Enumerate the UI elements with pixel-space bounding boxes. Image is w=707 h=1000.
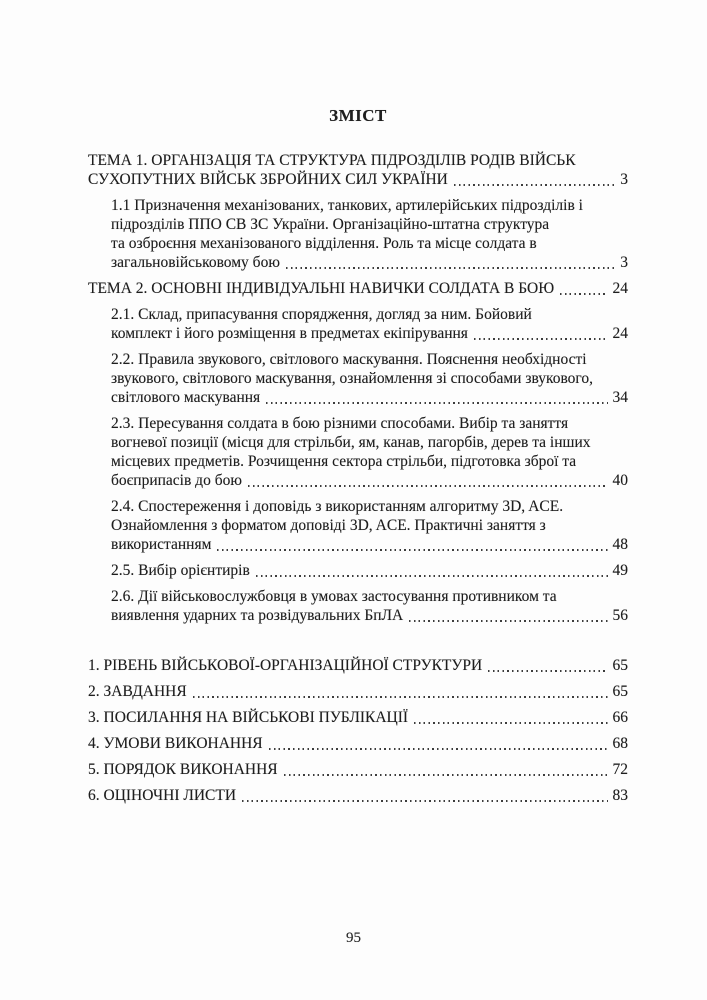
dotted-leader: [284, 774, 608, 776]
toc-entry-lastline: [88, 279, 628, 298]
dotted-leader: [409, 620, 607, 622]
toc-entry-lastline: [111, 535, 628, 554]
toc-entry-text: СУХОПУТНИХ ВІЙСЬК ЗБРОЙНИХ СИЛ УКРАЇНИ: [88, 171, 448, 188]
toc-entry-line: 2.3. Пересування солдата в бою різними способами. Вибір та заняття: [111, 415, 569, 432]
toc-entry-text: загальновійськовому бою: [111, 254, 280, 271]
toc-page-number: 83: [612, 787, 628, 804]
toc-page-number: 56: [612, 607, 628, 624]
dotted-leader: [266, 402, 607, 404]
dotted-leader: [217, 549, 607, 551]
toc-entry-line: звукового, світлового маскування, ознайомлення зі способами звукового,: [111, 370, 594, 387]
dotted-leader: [256, 575, 608, 577]
toc-entry-lastline: [88, 786, 628, 805]
toc-entry-lastline: [88, 682, 628, 701]
toc-page-number: 65: [612, 657, 628, 674]
toc-entry: [88, 350, 628, 407]
dotted-leader: [560, 293, 607, 295]
toc-entry: [88, 734, 628, 753]
dotted-leader: [242, 800, 607, 802]
toc-entry: [88, 682, 628, 701]
toc-entry-lastline: [88, 734, 628, 753]
toc-entry: [88, 279, 628, 298]
toc-entry-text: комплект і його розміщення в предметах екіпірування: [111, 325, 468, 342]
toc-entry-text: виявлення ударних та розвідувальних БпЛА: [111, 607, 404, 624]
dotted-leader: [248, 485, 608, 487]
toc-entry-line: Ознайомлення з форматом доповіді 3D, ACE. Практичні заняття з: [111, 517, 546, 534]
toc-entry-line: місцевих предметів. Розчищення сектора стрільби, підготовка зброї та: [111, 453, 577, 470]
toc-entry-line: та озброєння механізованого відділення. Роль та місце солдата в: [111, 235, 537, 252]
toc-entry-line: ТЕМА 1. ОРГАНІЗАЦІЯ ТА СТРУКТУРА ПІДРОЗДІЛІВ РОДІВ ВІЙСЬК: [88, 152, 576, 169]
toc-entry-lastline: [111, 388, 628, 407]
toc-entry-line: 1.1 Призначення механізованих, танкових, артилерійських підрозділів і: [111, 197, 583, 214]
dotted-leader: [488, 670, 607, 672]
page-title: ЗМІСТ: [329, 106, 387, 125]
toc-page-number: 66: [612, 709, 628, 726]
toc-page-number: 24: [612, 280, 628, 297]
toc-entry-line: вогневої позиції (місця для стрільби, ям, канав, пагорбів, дерев та інших: [111, 434, 591, 451]
toc-entry-text: світлового маскування: [111, 389, 261, 406]
toc-entry: [88, 414, 628, 490]
dotted-leader: [286, 267, 615, 269]
toc-entry-lastline: [111, 253, 628, 272]
toc-entry: [88, 760, 628, 779]
toc-entry: [88, 587, 628, 625]
dotted-leader: [193, 696, 608, 698]
toc-entry-line: підрозділів ППО СВ ЗС України. Організаційно-штатна структура: [111, 216, 550, 233]
toc-entry-text: 3. ПОСИЛАННЯ НА ВІЙСЬКОВІ ПУБЛІКАЦІЇ: [88, 709, 409, 726]
toc-entry-lastline: [111, 606, 628, 625]
toc-entry: [88, 196, 628, 272]
toc-entry-lastline: [111, 471, 628, 490]
toc-entry-text: ТЕМА 2. ОСНОВНІ ІНДИВІДУАЛЬНІ НАВИЧКИ СОЛДАТА В БОЮ: [88, 280, 555, 297]
toc-page-number: 3: [620, 171, 628, 188]
toc-entry-text: 2. ЗАВДАННЯ: [88, 683, 187, 700]
toc-entry: [88, 151, 628, 189]
dotted-leader: [454, 184, 615, 186]
toc-entry: [88, 708, 628, 727]
toc-entry: [88, 561, 628, 580]
toc-entry-line: 2.4. Спостереження і доповідь з використанням алгоритму 3D, ACE.: [111, 498, 564, 515]
toc-entry-text: 1. РІВЕНЬ ВІЙСЬКОВОЇ-ОРГАНІЗАЦІЙНОЇ СТРУКТУРИ: [88, 657, 483, 674]
toc-section-list: [88, 656, 628, 805]
toc-entry-line: 2.2. Правила звукового, світлового маскування. Пояснення необхідності: [111, 351, 587, 368]
toc-page-number: 68: [612, 735, 628, 752]
toc-entry-text: 6. ОЦІНОЧНІ ЛИСТИ: [88, 787, 237, 804]
toc-page-number: 24: [612, 325, 628, 342]
footer-page-number: 95: [346, 930, 361, 946]
toc-page-number: 65: [612, 683, 628, 700]
toc-entry-lastline: [111, 324, 628, 343]
toc-entry-lastline: [88, 708, 628, 727]
dotted-leader: [414, 722, 607, 724]
toc-page-number: 49: [612, 562, 628, 579]
dotted-leader: [474, 338, 608, 340]
toc-entry: [88, 656, 628, 675]
toc-entry-list: [88, 151, 628, 625]
toc-entry-lastline: [88, 170, 628, 189]
toc-entry-text: 2.5. Вибір орієнтирів: [111, 562, 250, 579]
toc-entry-text: 5. ПОРЯДОК ВИКОНАННЯ: [88, 761, 278, 778]
toc-content: [88, 106, 628, 812]
toc-entry: [88, 305, 628, 343]
toc-entry-line: 2.6. Дії військовослужбовця в умовах застосування противником та: [111, 588, 557, 605]
toc-entry-lastline: [88, 656, 628, 675]
toc-page-number: 72: [612, 761, 628, 778]
toc-entry: [88, 497, 628, 554]
toc-entry-text: використанням: [111, 536, 212, 553]
toc-entry-text: 4. УМОВИ ВИКОНАННЯ: [88, 735, 263, 752]
toc-entry-line: 2.1. Склад, припасування спорядження, догляд за ним. Бойовий: [111, 306, 532, 323]
toc-entry-lastline: [111, 561, 628, 580]
toc-page-number: 40: [612, 472, 628, 489]
toc-page-number: 48: [612, 536, 628, 553]
toc-page-number: 3: [620, 254, 628, 271]
dotted-leader: [269, 748, 608, 750]
toc-entry-text: боєприпасів до бою: [111, 472, 242, 489]
toc-page-number: 34: [612, 389, 628, 406]
toc-entry: [88, 786, 628, 805]
toc-entry-lastline: [88, 760, 628, 779]
